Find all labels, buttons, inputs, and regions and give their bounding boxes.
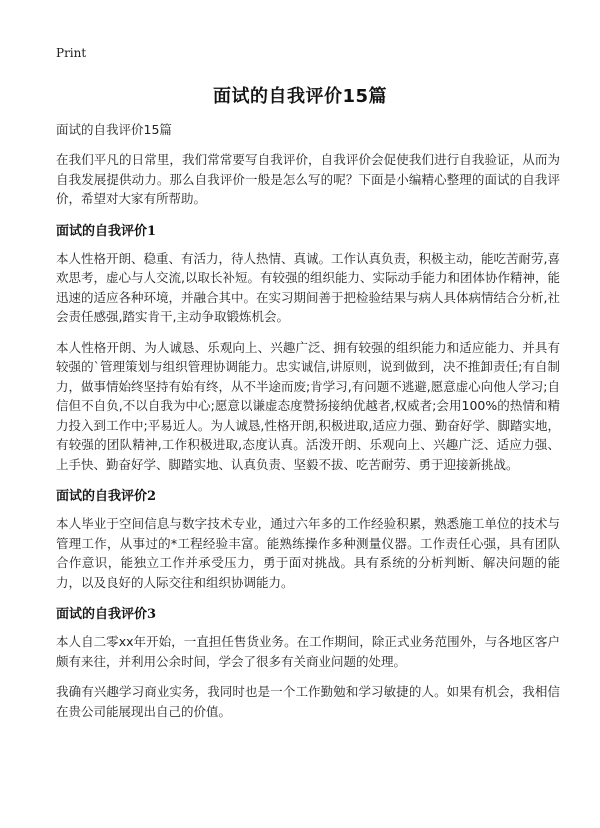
print-link[interactable]: Print xyxy=(56,46,87,60)
section-1-paragraph-2: 本人性格开朗、为人诚恳、乐观向上、兴趣广泛、拥有较强的组织能力和适应能力、并具有较强的`管理策划与组织管理协调能力。忠实诚信,讲原则，说到做到，决不推卸责任;有自制力，做事情始终坚持有始有终，从不半途而废;肯学习,有问题不逃避,愿意虚心向他人学习;自信但不自负,不以自我为中心;愿意以谦虚态度赞扬接纳优越者,权威者;会用100%的热情和精力投入到工作中;平易近人。为人诚恳,性格开朗,积极进取,适应力强、勤奋好学、脚踏实地，有较强的团队精神,工作积极进取,态度认真。活泼开朗、乐观向上、兴趣广泛、适应力强、上手快、勤奋好学、脚踏实地、认真负责、坚毅不拔、吃苦耐劳、勇于迎接新挑战。 xyxy=(56,339,560,472)
section-1-paragraph-1: 本人性格开朗、稳重、有活力，待人热情、真诚。工作认真负责，积极主动，能吃苦耐劳,喜欢思考，虚心与人交流,以取长补短。有较强的组织能力、实际动手能力和团体协作精神，能迅速的适应各种环境，并融合其中。在实习期间善于把检验结果与病人具体病情结合分析,社会责任感强,踏实肯干,主动争取锻炼机会。 xyxy=(56,250,560,324)
document-subtitle: 面试的自我评价15篇 xyxy=(56,122,172,137)
section-3-paragraph-2: 我确有兴趣学习商业实务，我同时也是一个工作勤勉和学习敏捷的人。如果有机会，我相信在贵公司能展现出自己的价值。 xyxy=(56,684,560,719)
section-3-paragraph-1: 本人自二零xx年开始，一直担任售货业务。在工作期间，除正式业务范围外，与各地区客户颇有来往，并利用公余时间，学会了很多有关商业问题的处理。 xyxy=(56,634,560,669)
page-title: 面试的自我评价15篇 xyxy=(212,86,388,107)
document-body xyxy=(56,150,560,732)
section-heading-1: 面试的自我评价1 xyxy=(56,223,157,239)
section-2-paragraph-1: 本人毕业于空间信息与数字技术专业，通过六年多的工作经验积累，熟悉施工单位的技术与管理工作，从事过的*工程经验丰富。能熟练操作多种测量仪器。工作责任心强，具有团队合作意识，能独立工作并承受压力，勇于面对挑战。具有系统的分析判断、解决问题的能力，以及良好的人际交往和组织协调能力。 xyxy=(56,516,560,590)
intro-paragraph: 在我们平凡的日常里，我们常常要写自我评价，自我评价会促使我们进行自我验证，从而为自我发展提供动力。那么自我评价一般是怎么写的呢？下面是小编精心整理的面试的自我评价，希望对大家有所帮助。 xyxy=(56,152,560,206)
section-heading-2: 面试的自我评价2 xyxy=(56,489,157,504)
section-heading-3: 面试的自我评价3 xyxy=(56,607,157,622)
